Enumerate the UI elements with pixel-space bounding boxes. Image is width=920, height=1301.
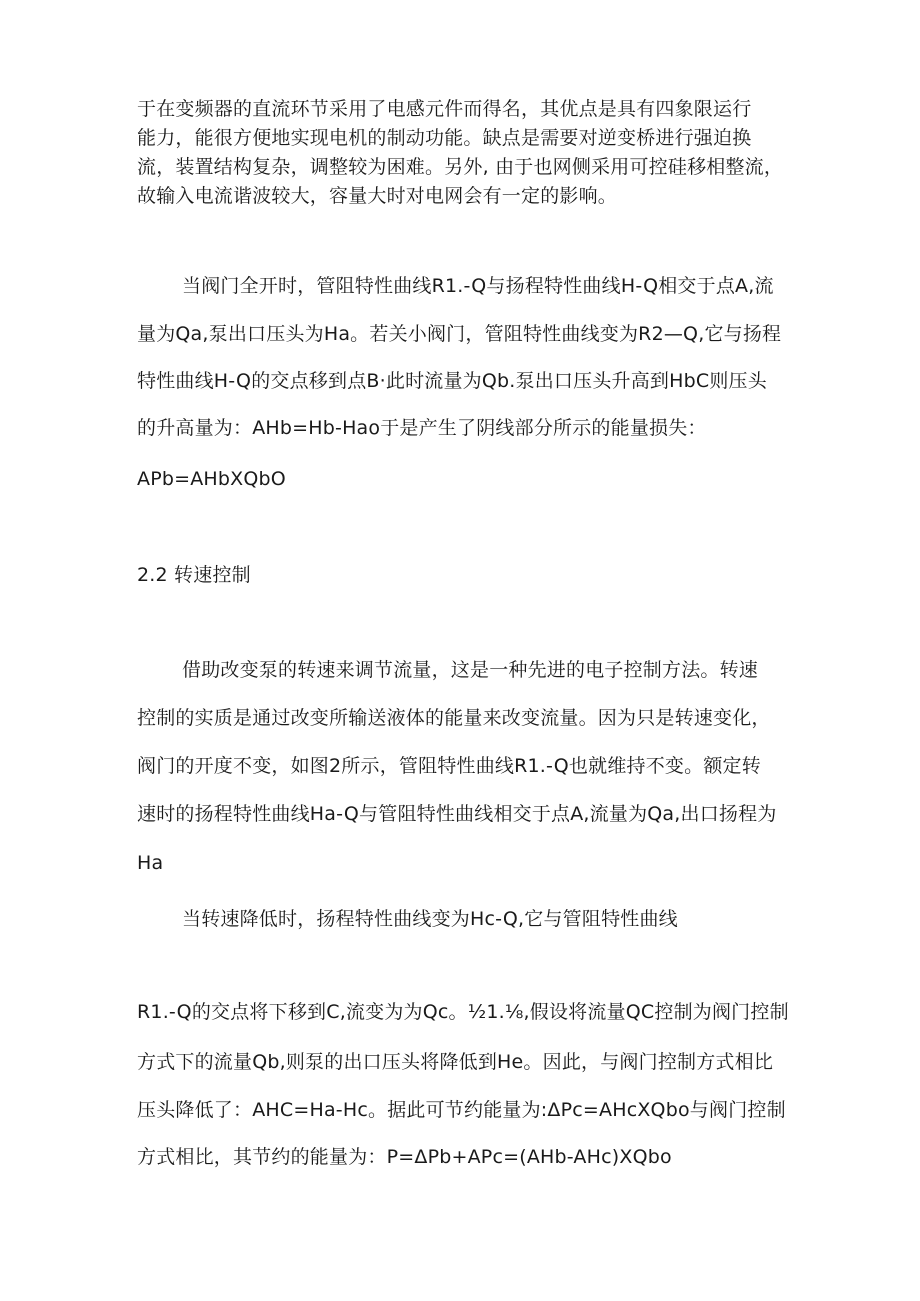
paragraph-5-line-2: 方式下的流量Qb,则泵的出口压头将降低到He。因此，与阀门控制方式相比 bbox=[137, 1051, 774, 1073]
paragraph-3-line-5: Ha bbox=[137, 852, 164, 874]
paragraph-1-line-3: 流，装置结构复杂，调整较为困难。另外, 由于也网侧采用可控硅移相整流， bbox=[137, 156, 784, 178]
paragraph-3-line-1: 借助改变泵的转速来调节流量，这是一种先进的电子控制方法。转速 bbox=[182, 659, 759, 681]
paragraph-2-line-3: 特性曲线H-Q的交点移到点B·此时流量为Qb.泵出口压头升高到HbC则压头 bbox=[137, 370, 767, 392]
paragraph-1-line-4: 故输入电流谐波较大，容量大时对电网会有一定的影响。 bbox=[137, 185, 618, 207]
paragraph-3-line-2: 控制的实质是通过改变所输送液体的能量来改变流量。因为只是转速变化， bbox=[137, 707, 771, 729]
paragraph-3-line-4: 速时的扬程特性曲线Ha-Q与管阻特性曲线相交于点A,流量为Qa,出口扬程为 bbox=[137, 803, 777, 825]
paragraph-2-line-1: 当阀门全开时，管阻特性曲线R1.-Q与扬程特性曲线H-Q相交于点A,流 bbox=[182, 275, 774, 297]
paragraph-3-line-3: 阀门的开度不变，如图2所示，管阻特性曲线R1.-Q也就维持不变。额定转 bbox=[137, 755, 761, 777]
section-heading: 2.2 转速控制 bbox=[137, 564, 251, 586]
paragraph-1-line-1: 于在变频器的直流环节采用了电感元件而得名，其优点是具有四象限运行 bbox=[137, 98, 752, 120]
paragraph-4-line-1: 当转速降低时，扬程特性曲线变为Hc-Q,它与管阻特性曲线 bbox=[182, 908, 678, 930]
paragraph-2-line-2: 量为Qa,泵出口压头为Ha。若关小阀门，管阻特性曲线变为R2—Q,它与扬程 bbox=[137, 323, 782, 345]
paragraph-5-line-4: 方式相比，其节约的能量为：P=ΔPb+APc=(AHb-AHc)XQbo bbox=[137, 1146, 672, 1168]
paragraph-5-line-3: 压头降低了：AHC=Ha-Hc。据此可节约能量为:ΔPc=AHcXQbo与阀门控制 bbox=[137, 1099, 786, 1121]
paragraph-2-line-5: APb=AHbXQbO bbox=[137, 468, 286, 490]
paragraph-5-line-1: R1.-Q的交点将下移到C,流变为为Qc。½1.⅛,假设将流量QC控制为阀门控制 bbox=[137, 1001, 789, 1023]
paragraph-2-line-4: 的升高量为：AHb=Hb-Haο于是产生了阴线部分所示的能量损失： bbox=[137, 417, 707, 439]
paragraph-1-line-2: 能力，能很方便地实现电机的制动功能。缺点是需要对逆变桥进行强迫换 bbox=[137, 127, 752, 149]
